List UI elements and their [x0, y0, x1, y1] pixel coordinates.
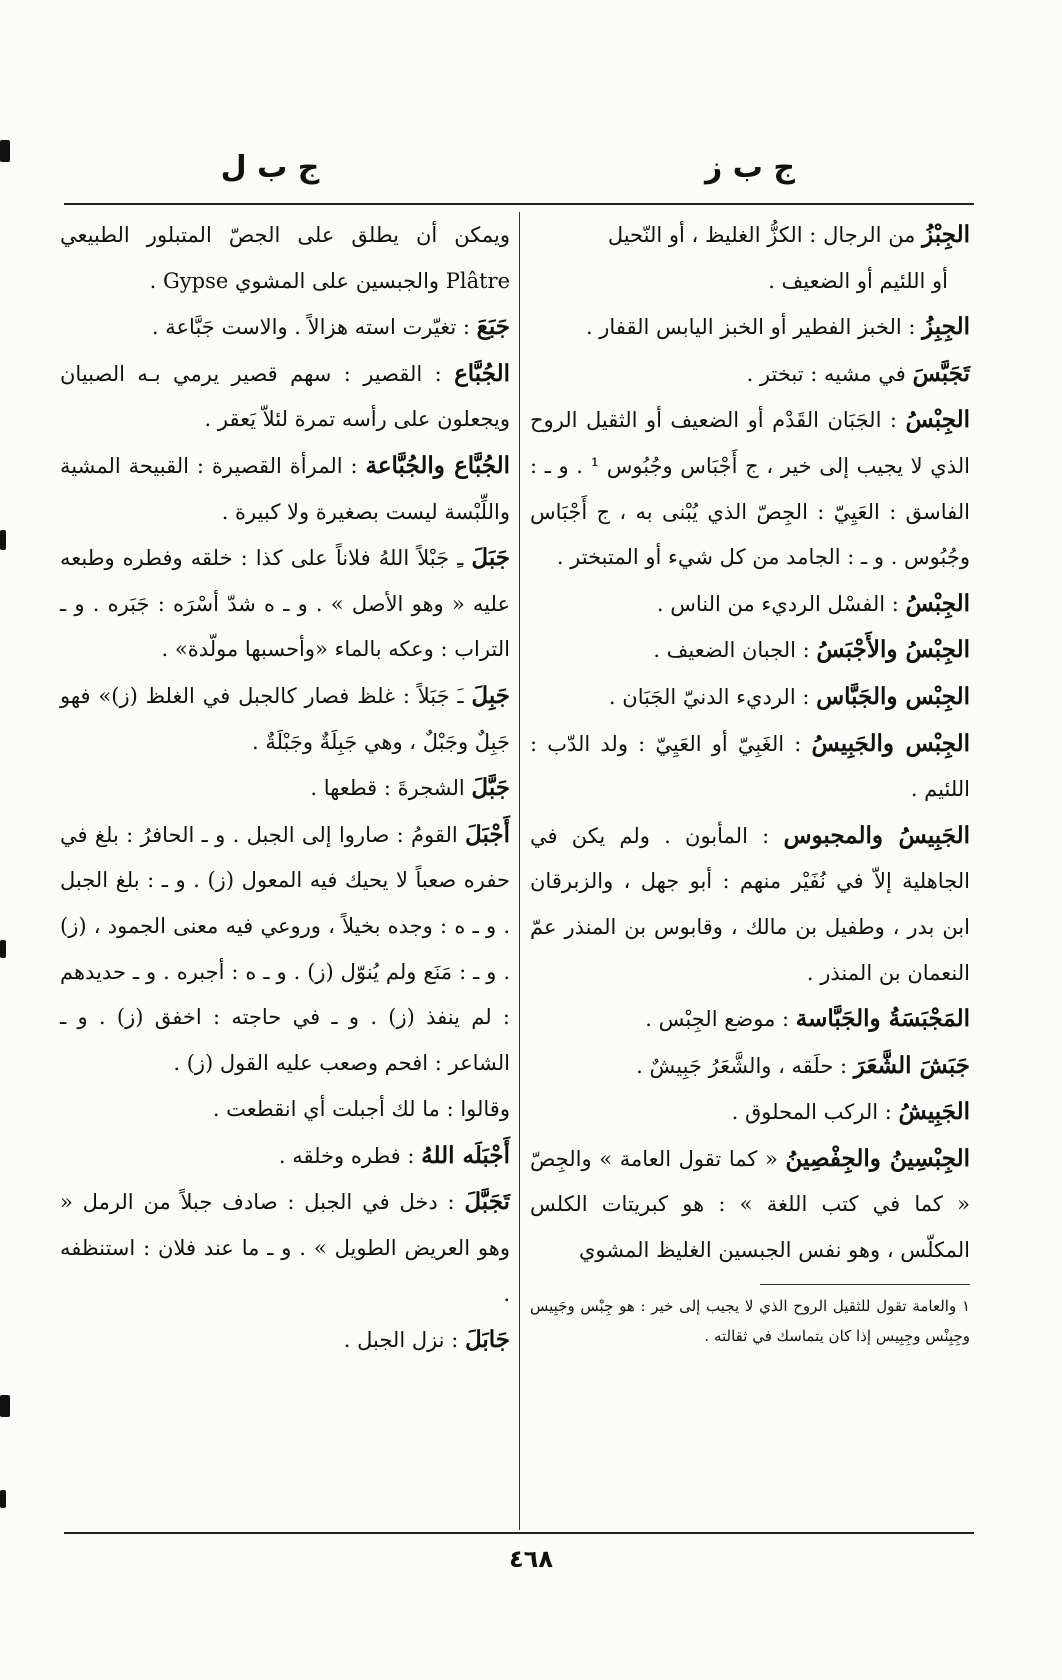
entry-definition: : نزل الجبل .: [343, 1328, 465, 1353]
entry-headword: الجِبْسِينُ والجِفْصِينُ: [785, 1144, 970, 1172]
entry-headword: الجُبَّاع والجُبَّاعة: [365, 451, 511, 479]
dictionary-entry: [530, 1043, 970, 1090]
entry-headword: الجُبَّاع: [454, 359, 510, 387]
dictionary-entry: [530, 351, 970, 398]
dictionary-entry: [60, 535, 510, 673]
dictionary-entry: [530, 996, 970, 1043]
dictionary-entry: [60, 1133, 510, 1180]
dictionary-entry: [530, 1136, 970, 1274]
entry-definition: : المرأة القصيرة : القبيحة المشية واللِّبْسة ليست بصغيرة ولا كبيرة .: [60, 453, 510, 524]
entry-headword: جَبَعَ: [476, 313, 510, 341]
dictionary-entry: [530, 721, 970, 813]
entry-headword: جَابَلَ: [464, 1326, 510, 1354]
dictionary-entry: [60, 443, 510, 535]
entry-headword: الجَبِيشُ: [898, 1098, 970, 1126]
entry-headword: تَجَبَّلَ: [464, 1188, 510, 1216]
entry-definition: : الفسْل الرديء من الناس .: [656, 591, 906, 616]
dictionary-entry: [530, 1089, 970, 1136]
dictionary-entry: [530, 813, 970, 996]
dictionary-entry: [60, 1317, 510, 1364]
entry-headword: الجِبْس والجَبِيسُ: [811, 729, 970, 757]
dictionary-entry: [530, 212, 970, 304]
dictionary-entry: [60, 351, 510, 443]
entry-definition: ـَ جَبَلاً : غلظ فصار كالجبل في الغلظ (ز)» فهو جَبِلٌ وجَبْلٌ ، وهي جَبِلَةٌ وجَبْلَةٌ .: [60, 683, 510, 754]
dictionary-entry: [530, 627, 970, 674]
top-rule: [64, 203, 974, 205]
entry-definition: : الجَبَان القَدْم أو الضعيف أو الثقيل الروح الذي لا يجيب إلى خير ، ج أَجْبَاس وجُبُوس ¹ . و ـ : الفاسق : العَيِيّ : الجِصّ الذي يُبْنى به ، ج أَجْبَاس وجُبُوس . و ـ : الجامد من كل شيء أو المتبختر .: [530, 408, 971, 570]
entry-definition: القومُ : صاروا إلى الجبل . و ـ الحافرُ : بلغ في حفره صعباً لا يحيك فيه المعول (ز) . و ـ : بلغ الجبل . و ـ ه : وجده بخيلاً ، وروعي فيه معنى الجمود ، (ز) . و ـ : مَنَع ولم يُنوّل (ز) . و ـ ه : أجبره . و ـ حديدهم : لم ينفذ (ز) . و ـ في حاجته : اخفق (ز) . و ـ الشاعر : افحم وصعب عليه القول (ز) .: [60, 822, 510, 1075]
scan-mark: [0, 140, 10, 162]
entry-definition: وقالوا : ما لك أجبلت أي انقطعت .: [212, 1097, 510, 1122]
entry-definition: ـِ جَبْلاً اللهُ فلاناً على كذا : خلقه وفطره وطبعه عليه « وهو الأصل » . و ـ ه شدّ أسْرَه : جَبَره . و ـ التراب : وعكه بالماء «وأحسبها مولّدة» .: [60, 546, 510, 662]
scan-mark: [0, 940, 6, 958]
entry-definition: : دخل في الجبل : صادف جبلاً من الرمل « وهو العريض الطويل » . و ـ ما عند فلان : استنظفه .: [60, 1190, 510, 1306]
entry-definition: : تغيّرت استه هزالاً . والاست جَبَّاعة .: [151, 315, 477, 340]
entry-headword: أَجْبَلَه اللهُ: [421, 1141, 510, 1169]
entry-definition: : القصير : سهم قصير يرمي بـه الصبيان ويجعلون على رأسه تمرة لئلاّ يَعقر .: [60, 361, 510, 432]
entry-definition: الشجرةَ : قطعها .: [310, 776, 472, 801]
entry-headword: الجِبْسُ: [905, 406, 970, 434]
header-right: ج ب ز: [705, 150, 795, 185]
entry-headword: جَبَلَ: [471, 544, 510, 572]
bottom-rule: [64, 1532, 974, 1534]
entry-definition: : الغَبِيّ أو العَيِيّ : ولد الدّب : اللئيم .: [530, 731, 970, 802]
entry-headword: تَجَبَّسَ: [912, 359, 970, 387]
column-divider: [519, 212, 520, 1530]
dictionary-entry: [60, 765, 510, 812]
entry-definition: : الرديء الدنيّ الجَبَان .: [608, 684, 817, 709]
entry-headword: جَبِلَ: [471, 681, 510, 709]
entry-headword: الجِبِزُ: [922, 313, 970, 341]
entry-definition: ويمكن أن يطلق على الجصّ المتبلور الطبيعي Plâtre والجبسين على المشوي Gypse .: [60, 223, 510, 293]
page-number: ٤٦٨: [509, 1545, 553, 1573]
entry-headword: الجِبْسُ: [905, 589, 970, 617]
scan-mark: [0, 1395, 10, 1417]
header-left: ج ب ل: [220, 150, 320, 185]
entry-definition: « كما تقول العامة » والجِصّ « كما في كتب اللغة » : هو كبريتات الكلس المكلّس ، وهو نفس الجبسين الغليظ المشوي: [530, 1146, 970, 1263]
entry-definition: في مشيه : تبختر .: [746, 361, 913, 386]
entry-headword: المَجْبَسَةُ والجَبَّاسة: [795, 1005, 970, 1033]
dictionary-entry: [60, 812, 510, 1087]
dictionary-entry: [530, 397, 970, 580]
entry-definition: : الجبان الضعيف .: [653, 638, 817, 663]
footnote-rule: [760, 1284, 970, 1285]
entry-headword: جَبَشَ الشَّعَرَ: [853, 1051, 970, 1079]
entry-headword: الجِبْسُ والأَجْبَسُ: [816, 636, 970, 664]
entry-headword: الجَبِيسُ والمجبوس: [783, 821, 970, 849]
entry-headword: الجِبْزُ: [922, 221, 970, 248]
dictionary-entry: [60, 212, 510, 304]
entry-definition: : موضع الجِبْس .: [645, 1007, 796, 1032]
entry-definition: من الرجال : الكزُّ الغليظ ، أو النّحيل: [607, 223, 923, 247]
dictionary-entry: [530, 304, 970, 351]
entry-definition: : الركب المحلوق .: [731, 1100, 899, 1125]
entry-definition: : الخبز الفطير أو الخبز اليابس القفار .: [585, 315, 923, 340]
dictionary-entry: [530, 674, 970, 721]
entry-definition: : فطره وخلقه .: [278, 1143, 422, 1168]
entry-definition: : حلَقه ، والشَّعَرُ جَبِيشٌ .: [636, 1053, 854, 1078]
scan-mark: [0, 530, 6, 550]
entry-continuation: أو اللئيم أو الضعيف .: [768, 268, 948, 293]
dictionary-entry: [60, 1179, 510, 1317]
entry-definition: : المأبون . ولم يكن في الجاهلية إلاّ في نُفَيْر منهم : أبو جهل ، والزبرقان ابن بدر ، وطفيل بن مالك ، وقابوس بن المنذر عمّ النعمان بن المنذر .: [530, 823, 970, 985]
entry-headword: الجِبْس والجَبَّاس: [816, 682, 970, 710]
dictionary-entry: [530, 581, 970, 628]
scan-mark: [0, 1490, 6, 1508]
dictionary-entry: [60, 1086, 510, 1133]
dictionary-entry: [60, 673, 510, 765]
left-column: [60, 212, 510, 1364]
right-column: [530, 212, 970, 1351]
entry-headword: أَجْبَلَ: [465, 820, 510, 848]
dictionary-entry: [60, 304, 510, 351]
entry-headword: جَبَّلَ: [471, 774, 510, 802]
footnote: ١ والعامة تقول للثقيل الروح الذي لا يجيب إلى خير : هو جِبْس وجَبِيس وجِبِنْس وجِبِيس إذا كان يتماسك في ثقالته .: [530, 1296, 970, 1345]
